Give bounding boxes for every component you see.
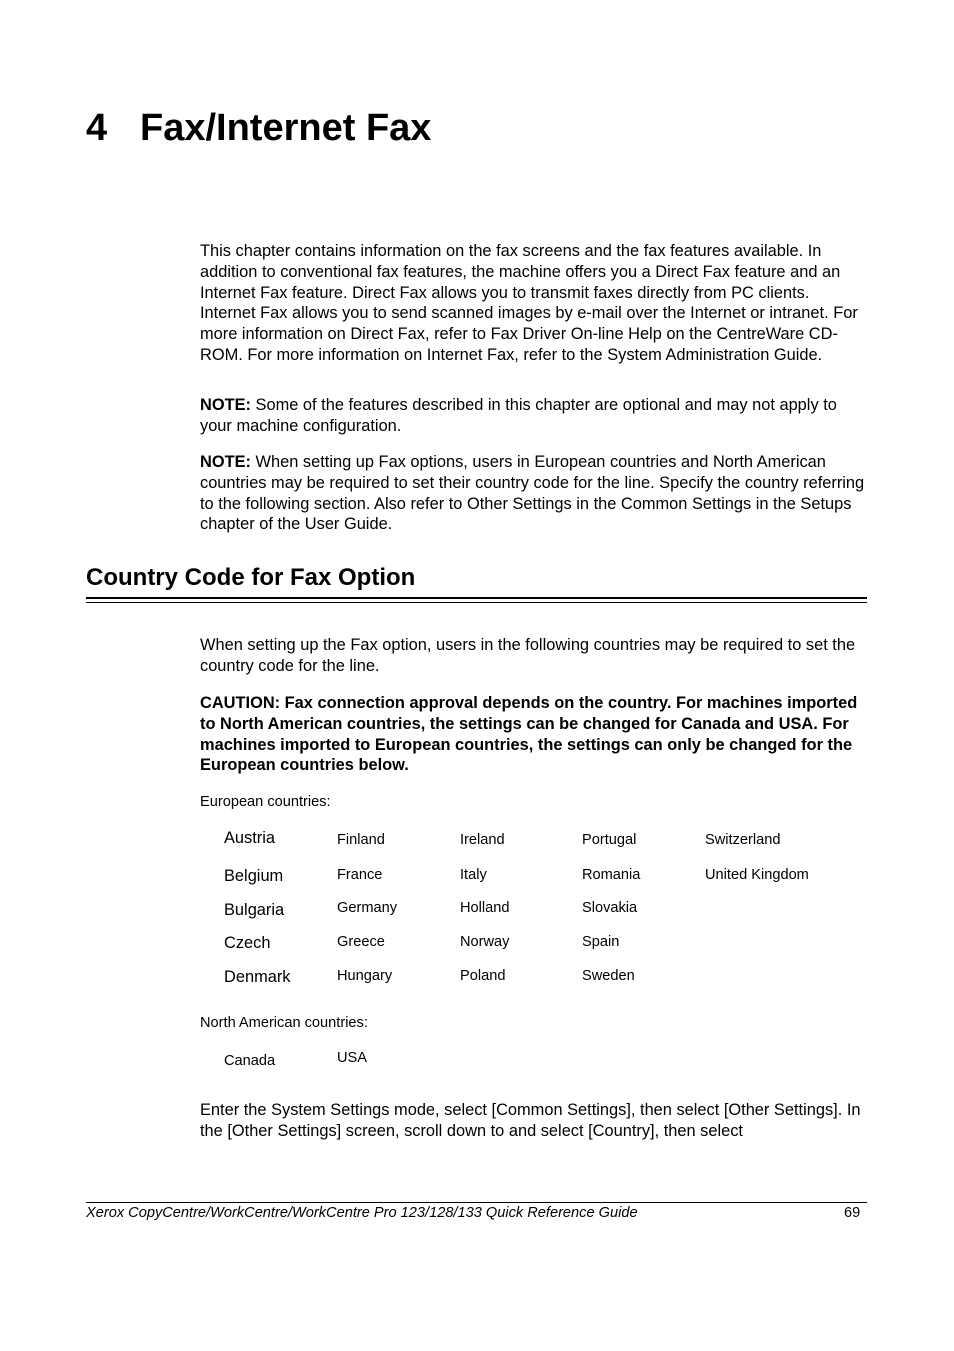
chapter-number: 4 bbox=[86, 107, 108, 149]
section-title: Country Code for Fax Option bbox=[86, 564, 416, 591]
european-countries-label: European countries: bbox=[200, 794, 331, 810]
country-cell: Austria bbox=[224, 829, 276, 847]
section-rule-thin bbox=[86, 602, 867, 603]
country-cell: Germany bbox=[337, 900, 398, 916]
country-cell: Hungary bbox=[337, 968, 393, 984]
country-cell: Greece bbox=[337, 934, 385, 950]
country-cell: Ireland bbox=[460, 832, 505, 848]
intro-paragraph bbox=[200, 241, 868, 366]
note-label: NOTE: bbox=[200, 453, 251, 471]
chapter-title-text: Fax/Internet Fax bbox=[140, 107, 432, 149]
intro-text: This chapter contains information on the fax screens and the fax features available. In addition to conventional fax features, the machine offers you a Direct Fax feature and an Internet Fax feature. Direct Fax allows you to transmit faxes directly from PC clients. Internet Fax allows you to send scanned images by e-mail over the Internet or intranet. For more information on Direct Fax, refer to Fax Driver On-line Help on the CentreWare CD-ROM. For more information on Internet Fax, refer to the System Administration Guide. bbox=[200, 242, 858, 364]
country-cell: Bulgaria bbox=[224, 901, 285, 919]
country-cell: Slovakia bbox=[582, 900, 638, 916]
country-cell: Portugal bbox=[582, 832, 637, 848]
country-cell: Italy bbox=[460, 867, 487, 883]
north-american-countries-label: North American countries: bbox=[200, 1015, 368, 1031]
footer-page-number: 69 bbox=[844, 1205, 861, 1221]
country-cell: Sweden bbox=[582, 968, 635, 984]
footer-guide-title: Xerox CopyCentre/WorkCentre/WorkCentre Pro 123/128/133 Quick Reference Guide bbox=[86, 1205, 638, 1221]
caution-text: CAUTION: Fax connection approval depends on the country. For machines imported to North American countries, the settings can be changed for Canada and USA. For machines imported to European countries, the settings can only be changed for the European countries below. bbox=[200, 694, 858, 775]
chapter-title bbox=[86, 104, 431, 152]
section-intro bbox=[200, 635, 868, 677]
country-cell: Holland bbox=[460, 900, 510, 916]
country-cell: USA bbox=[337, 1050, 368, 1066]
country-cell: France bbox=[337, 867, 383, 883]
country-cell: United Kingdom bbox=[705, 867, 809, 883]
country-cell: Switzerland bbox=[705, 832, 781, 848]
footer-rule bbox=[86, 1202, 867, 1203]
country-cell: Denmark bbox=[224, 968, 291, 986]
country-cell: Czech bbox=[224, 934, 271, 952]
country-cell: Norway bbox=[460, 934, 510, 950]
section-rule-thick bbox=[86, 597, 867, 599]
note-label: NOTE: bbox=[200, 396, 251, 414]
note-country-code bbox=[200, 452, 868, 535]
country-cell: Romania bbox=[582, 867, 641, 883]
country-cell: Finland bbox=[337, 832, 385, 848]
note-text: When setting up Fax options, users in European countries and North American countries may be required to set their country code for the line. Specify the country referring to the following section. Also refer to Other Settings in the Common Settings in the Setups chapter of the User Guide. bbox=[200, 453, 865, 534]
section-intro-text: When setting up the Fax option, users in the following countries may be required to set the country code for the line. bbox=[200, 636, 856, 675]
instructions-text: Enter the System Settings mode, select [Common Settings], then select [Other Settings]. In the [Other Settings] screen, scroll down to and select [Country], then select bbox=[200, 1101, 861, 1140]
country-cell: Belgium bbox=[224, 867, 284, 885]
country-cell: Poland bbox=[460, 968, 506, 984]
caution-paragraph bbox=[200, 693, 868, 776]
country-cell: Spain bbox=[582, 934, 620, 950]
country-cell: Canada bbox=[224, 1053, 276, 1069]
instructions-paragraph bbox=[200, 1100, 868, 1142]
note-text: Some of the features described in this chapter are optional and may not apply to your machine configuration. bbox=[200, 396, 837, 435]
note-optional-features bbox=[200, 395, 868, 437]
